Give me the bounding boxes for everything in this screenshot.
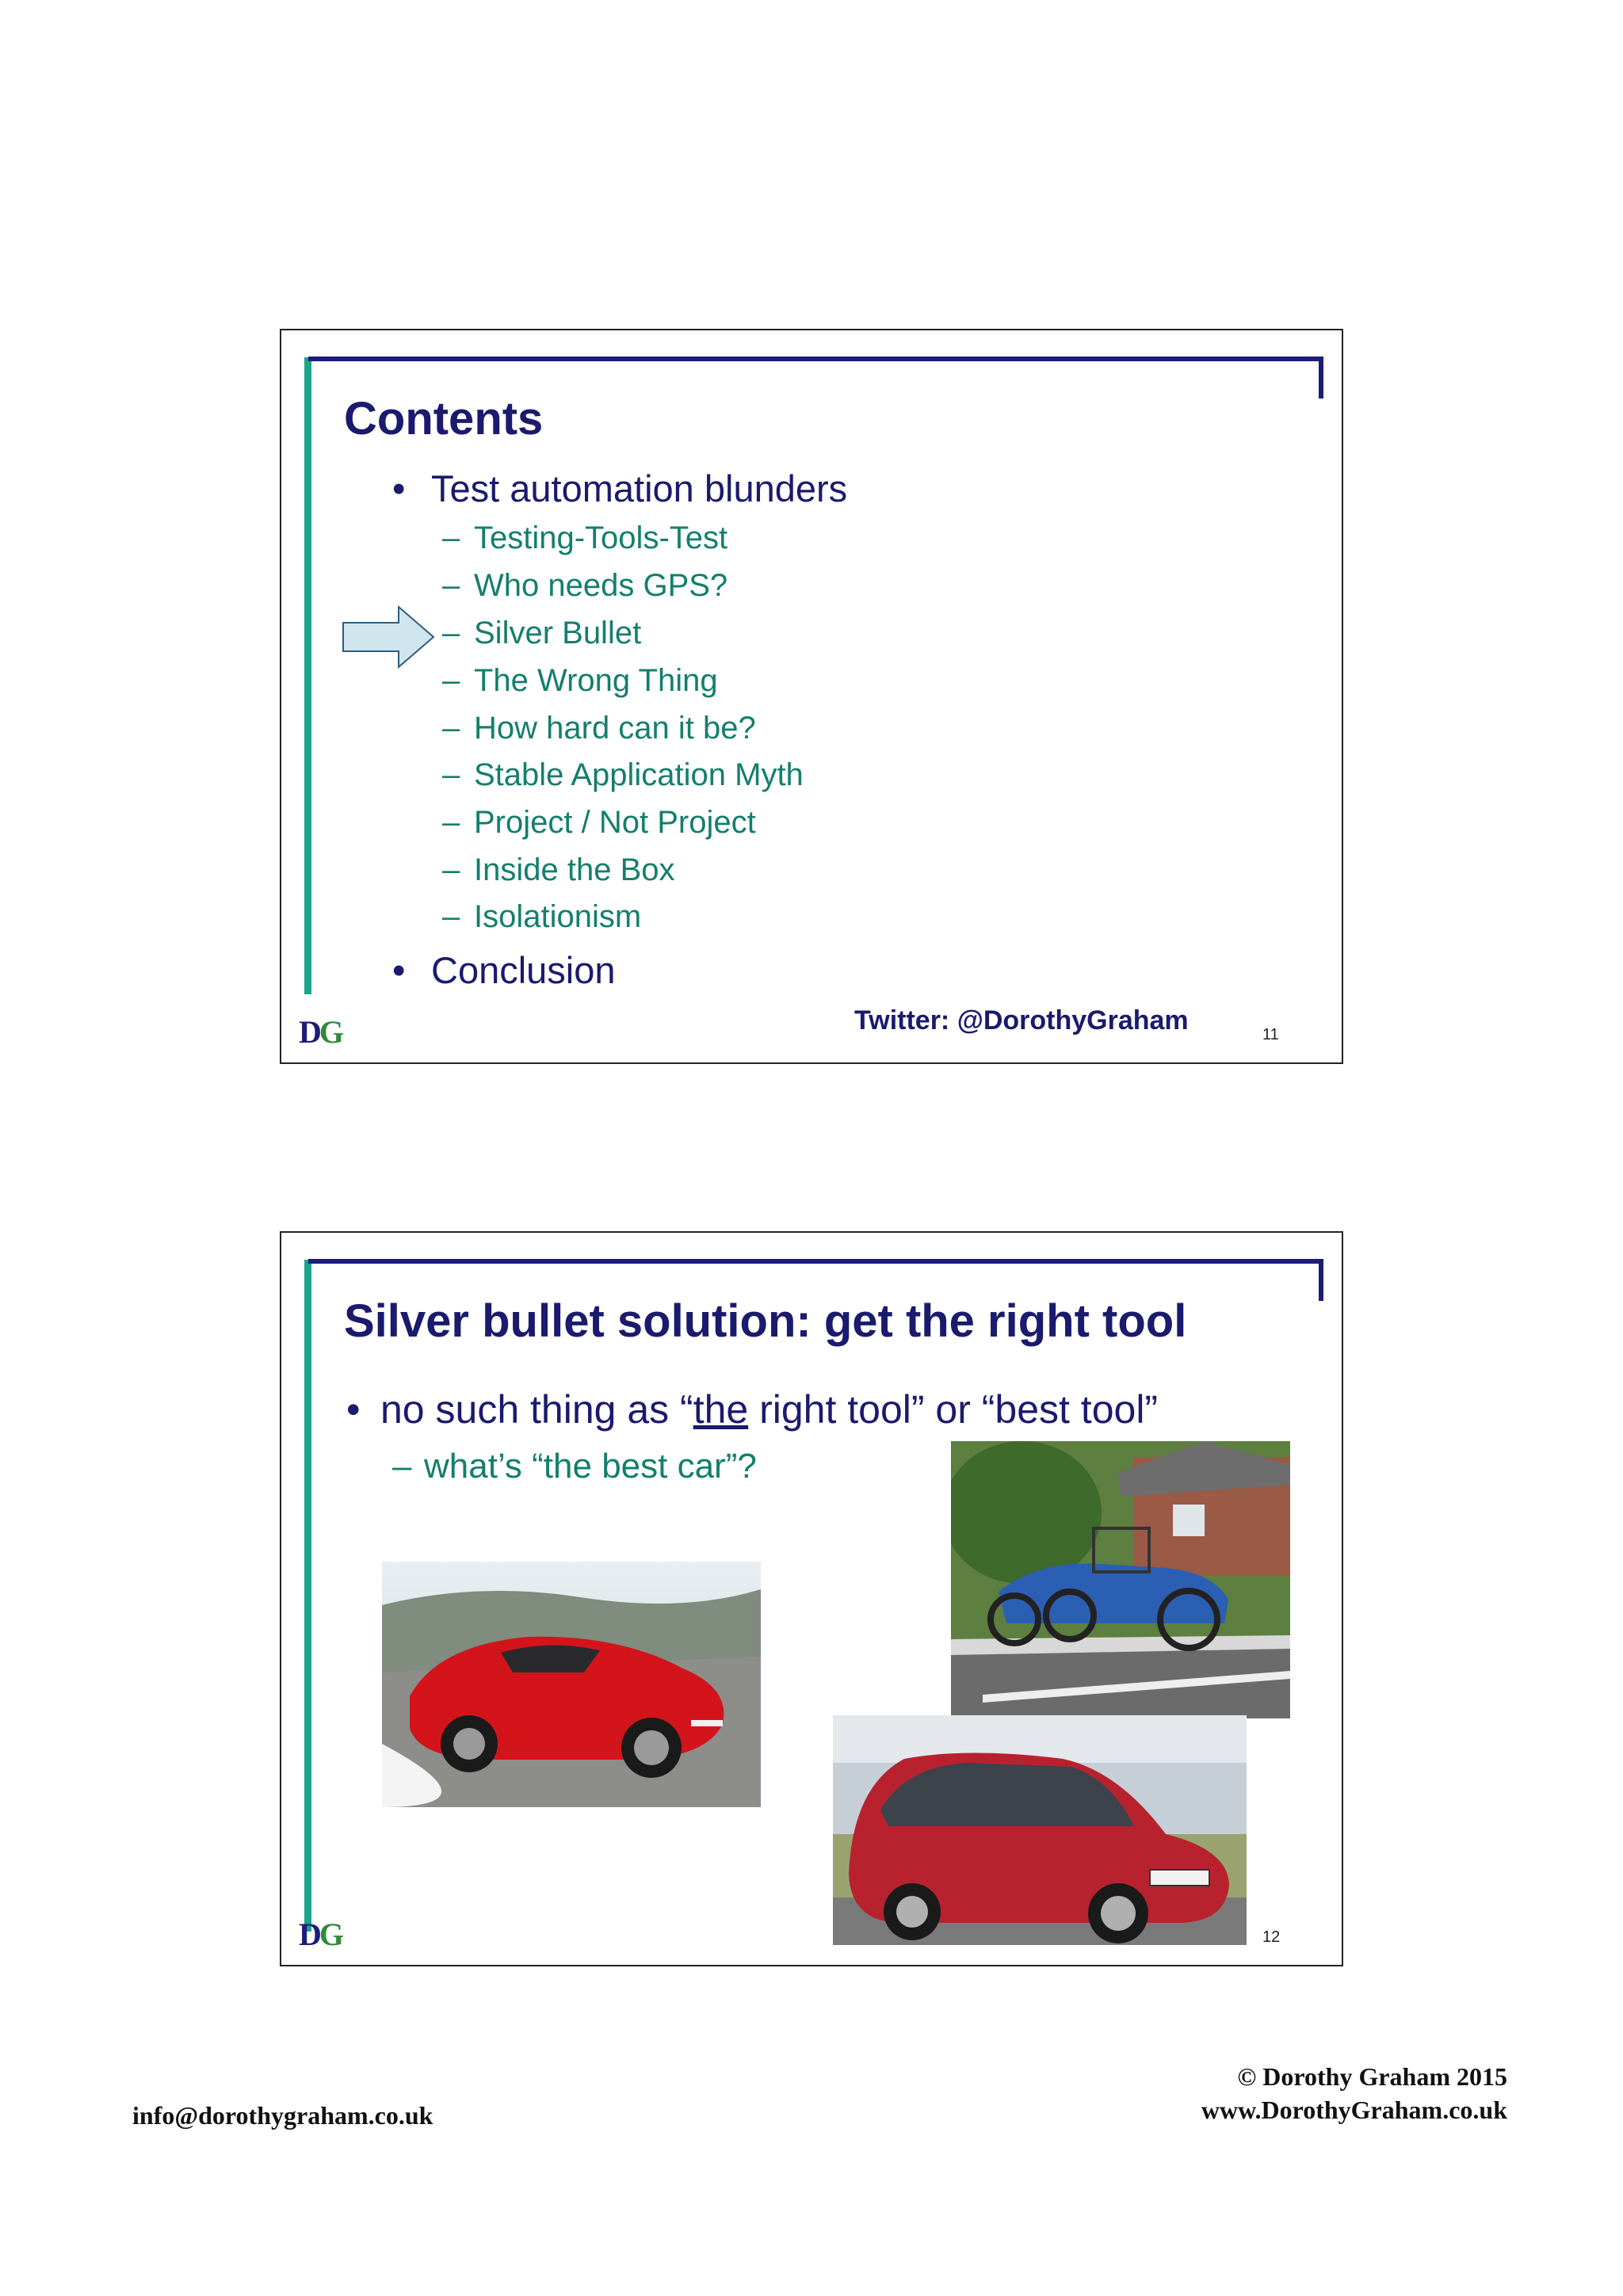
slide-accent-right <box>1319 1259 1323 1301</box>
email-link[interactable]: info@dorothygraham.co.uk <box>132 2101 433 2130</box>
slide-title: Silver bullet solution: get the right tool <box>344 1295 1187 1347</box>
sub-item: – The Wrong Thing <box>442 663 718 698</box>
bullet-glyph: • <box>392 467 406 509</box>
vintage-car-photo <box>951 1441 1290 1718</box>
bullet-text: Conclusion <box>431 949 616 991</box>
underlined-word: the <box>693 1387 749 1432</box>
slide-accent-right <box>1319 357 1323 399</box>
website-link[interactable]: www.DorothyGraham.co.uk <box>1201 2096 1507 2124</box>
slide-accent-left <box>304 1260 311 1932</box>
copyright-notice: © Dorothy Graham 2015 <box>1237 2062 1507 2091</box>
bullet-item <box>392 948 616 992</box>
slide-accent-top <box>308 357 1323 361</box>
pointer-arrow-icon <box>342 604 437 670</box>
slide-silver-bullet <box>280 1231 1343 1966</box>
slide-contents <box>280 329 1343 1064</box>
sub-item: – Stable Application Myth <box>442 757 804 792</box>
bullet-glyph: • <box>392 949 406 991</box>
family-car-photo <box>833 1715 1247 1945</box>
slide-number: 11 <box>1262 1026 1279 1043</box>
bullet-text: Test automation blunders <box>431 467 848 509</box>
bullet-item: • no such thing as “the right tool” or “best tool” <box>346 1387 1159 1432</box>
slide-accent-top <box>308 1259 1323 1264</box>
sub-item: – what’s “the best car”? <box>392 1447 757 1486</box>
slide-title: Contents <box>344 393 544 444</box>
sub-item: – Project / Not Project <box>442 805 756 840</box>
sub-item: – Testing-Tools-Test <box>442 521 728 555</box>
sub-item: – Isolationism <box>442 899 642 934</box>
sub-item: – How hard can it be? <box>442 711 756 746</box>
slide-number: 12 <box>1262 1928 1281 1946</box>
sports-car-photo <box>382 1562 761 1807</box>
twitter-handle: Twitter: @DorothyGraham <box>854 1005 1189 1035</box>
dg-logo: DG <box>299 1014 342 1050</box>
sub-item-current: – Silver Bullet <box>442 616 642 650</box>
bullet-glyph: • <box>346 1387 361 1432</box>
sub-item: – Who needs GPS? <box>442 568 728 603</box>
slide-accent-left <box>304 357 311 994</box>
dg-logo: DG <box>299 1917 342 1952</box>
bullet-item <box>392 467 848 510</box>
sub-item: – Inside the Box <box>442 852 675 887</box>
